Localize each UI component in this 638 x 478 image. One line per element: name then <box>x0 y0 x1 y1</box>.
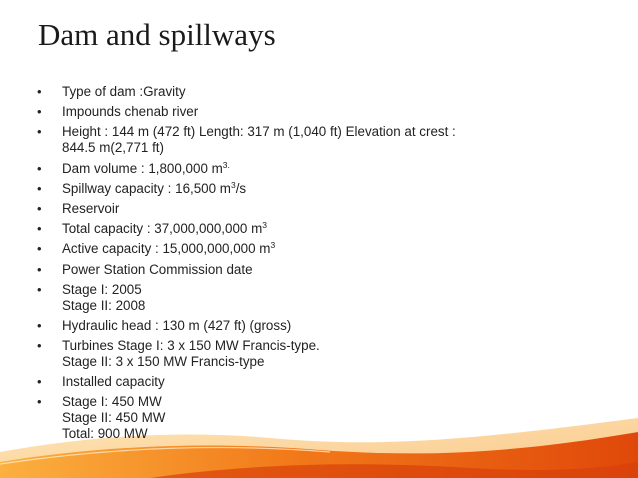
bullet-text: Stage II: 3 x 150 MW Francis-type <box>62 354 265 370</box>
bullet-item <box>37 338 617 370</box>
bullet-item <box>37 201 617 217</box>
bullet-icon: • <box>37 124 42 140</box>
bullet-text: Impounds chenab river <box>62 104 199 120</box>
bullet-icon: • <box>37 261 42 277</box>
bullet-text: Total: 900 MW <box>62 426 148 442</box>
bullet-icon: • <box>37 160 42 176</box>
bullet-item <box>37 241 617 257</box>
bullet-text: Stage II: 2008 <box>62 297 146 313</box>
superscript: 3. <box>222 159 230 170</box>
bullet-item <box>37 181 617 197</box>
bullet-item <box>37 262 617 278</box>
bullet-item <box>37 221 617 237</box>
slide-title: Dam and spillways <box>38 17 276 52</box>
bullet-icon: • <box>37 394 42 410</box>
bullet-item <box>37 374 617 390</box>
bullet-text: Total capacity : 37,000,000,000 m <box>62 221 263 237</box>
bullet-text: Hydraulic head : 130 m (427 ft) (gross) <box>62 317 292 333</box>
bullet-item <box>37 161 617 177</box>
bullet-icon: • <box>37 221 42 237</box>
bullet-icon: • <box>37 281 42 297</box>
bullet-list <box>37 84 617 447</box>
bullet-item <box>37 124 617 156</box>
bullet-text: Type of dam :Gravity <box>62 84 186 99</box>
bullet-item <box>37 282 617 314</box>
bullet-icon: • <box>37 180 42 196</box>
bullet-text: Spillway capacity : 16,500 m <box>62 180 231 196</box>
bullet-text: Stage II: 450 MW <box>62 410 166 426</box>
superscript: 3 <box>262 220 267 231</box>
bullet-text: Active capacity : 15,000,000,000 m <box>62 241 271 257</box>
bullet-icon: • <box>37 241 42 257</box>
bullet-item <box>37 394 617 442</box>
bullet-text: Dam volume : 1,800,000 m <box>62 160 223 176</box>
bullet-text: Stage I: 2005 <box>62 281 142 297</box>
bullet-icon: • <box>37 338 42 354</box>
bullet-icon: • <box>37 317 42 333</box>
bullet-icon: • <box>37 104 42 120</box>
bullet-text: Installed capacity <box>62 374 165 390</box>
bullet-item <box>37 318 617 334</box>
bullet-icon: • <box>37 374 42 390</box>
bullet-text: Stage I: 450 MW <box>62 394 162 410</box>
bullet-item <box>37 84 617 100</box>
superscript: 3 <box>230 179 236 190</box>
superscript: 3 <box>270 240 276 251</box>
bullet-text: Power Station Commission date <box>62 261 253 277</box>
bullet-text-tail: /s <box>235 180 247 196</box>
bullet-icon: • <box>37 200 42 216</box>
bullet-text: 844.5 m(2,771 ft) <box>62 140 164 156</box>
bullet-item <box>37 104 617 120</box>
bullet-icon: • <box>37 84 42 99</box>
bullet-text: Height : 144 m (472 ft) Length: 317 m (1,040 ft) Elevation at crest : <box>62 124 456 140</box>
bullet-text: Turbines Stage I: 3 x 150 MW Francis-type. <box>62 338 320 354</box>
bullet-text: Reservoir <box>62 200 120 216</box>
